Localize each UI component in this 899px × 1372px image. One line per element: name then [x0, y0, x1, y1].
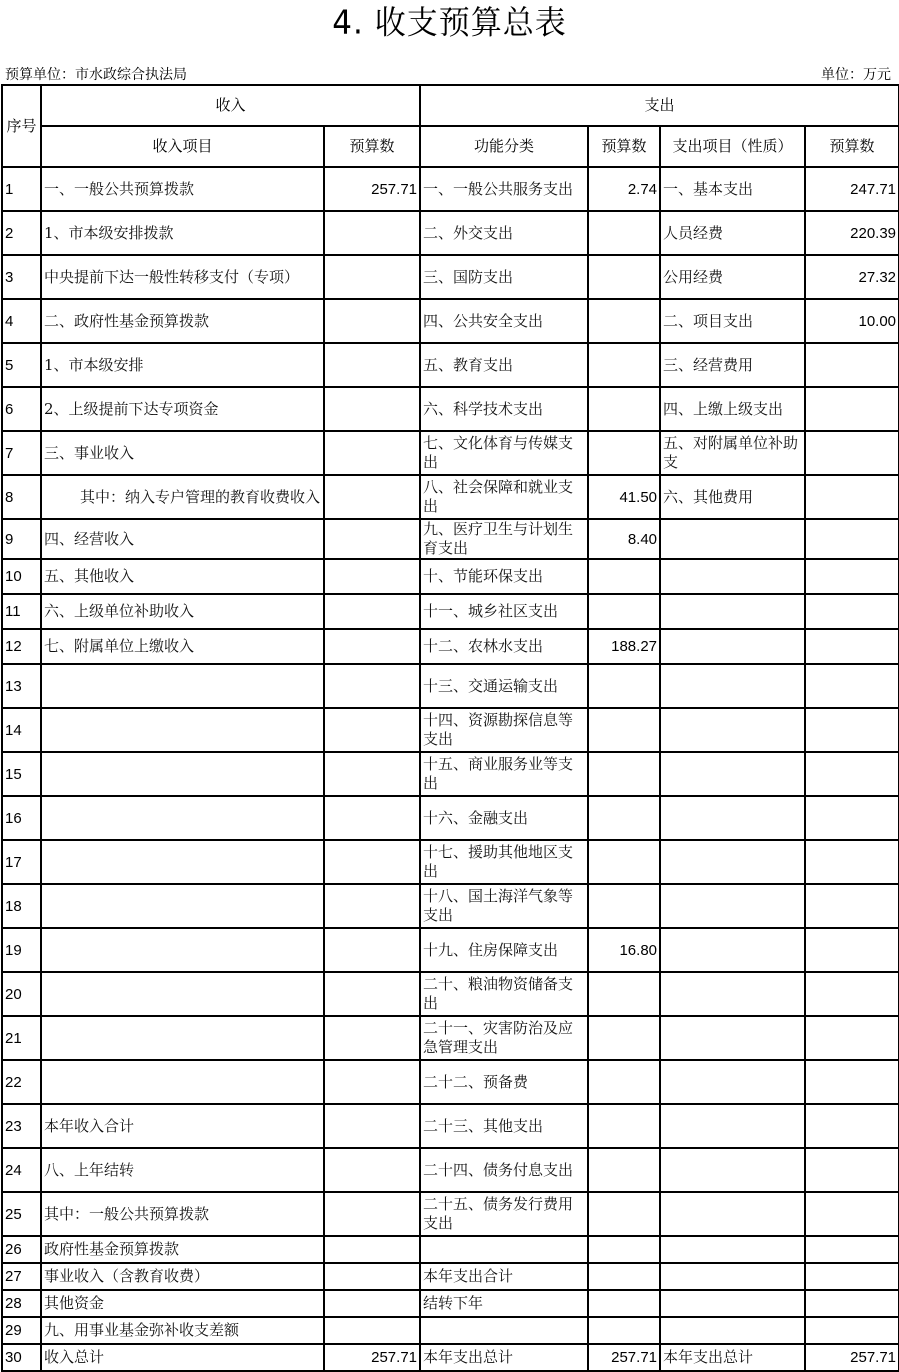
function-class-cell: 二十三、其他支出 — [420, 1104, 588, 1148]
income-amount-cell — [324, 664, 420, 708]
row-seq: 6 — [2, 387, 41, 431]
expense-item-cell: 五、对附属单位补助支 — [660, 431, 805, 475]
income-item-cell: 五、其他收入 — [41, 559, 324, 594]
function-amount-cell: 188.27 — [588, 629, 660, 664]
budget-summary-table — [1, 84, 899, 1372]
income-item-cell: 七、附属单位上缴收入 — [41, 629, 324, 664]
function-amount-cell — [588, 1317, 660, 1344]
expense-amount-cell — [805, 519, 899, 559]
income-amount-cell — [324, 387, 420, 431]
income-amount-cell — [324, 431, 420, 475]
expense-amount-cell — [805, 1317, 899, 1344]
row-seq: 8 — [2, 475, 41, 519]
header-function-class: 功能分类 — [420, 126, 588, 167]
table-row — [2, 255, 899, 299]
function-amount-cell — [588, 1060, 660, 1104]
table-row — [2, 928, 899, 972]
income-item-cell: 2、上级提前下达专项资金 — [41, 387, 324, 431]
function-amount-cell — [588, 664, 660, 708]
income-item-cell: 其中：纳入专户管理的教育收费收入 — [41, 475, 324, 519]
expense-item-cell — [660, 1192, 805, 1236]
expense-item-cell — [660, 884, 805, 928]
row-seq: 20 — [2, 972, 41, 1016]
row-seq: 26 — [2, 1236, 41, 1263]
income-item-cell — [41, 884, 324, 928]
income-amount-cell — [324, 343, 420, 387]
header-income-amount: 预算数 — [324, 126, 420, 167]
income-item-cell — [41, 972, 324, 1016]
currency-unit-label: 单位：万元 — [821, 67, 891, 83]
expense-amount-cell — [805, 664, 899, 708]
expense-amount-cell — [805, 1236, 899, 1263]
function-amount-cell — [588, 1236, 660, 1263]
function-class-cell: 十三、交通运输支出 — [420, 664, 588, 708]
row-seq: 24 — [2, 1148, 41, 1192]
expense-amount-cell: 257.71 — [805, 1344, 899, 1371]
income-amount-cell — [324, 559, 420, 594]
expense-item-cell — [660, 1016, 805, 1060]
function-amount-cell — [588, 559, 660, 594]
header-expense-amount: 预算数 — [805, 126, 899, 167]
function-amount-cell — [588, 752, 660, 796]
income-amount-cell — [324, 884, 420, 928]
function-class-cell: 二十二、预备费 — [420, 1060, 588, 1104]
expense-item-cell — [660, 1148, 805, 1192]
function-class-cell: 十一、城乡社区支出 — [420, 594, 588, 629]
function-class-cell: 本年支出合计 — [420, 1263, 588, 1290]
income-item-cell: 中央提前下达一般性转移支付（专项） — [41, 255, 324, 299]
expense-amount-cell — [805, 796, 899, 840]
income-item-cell: 其中：一般公共预算拨款 — [41, 1192, 324, 1236]
function-class-cell: 十二、农林水支出 — [420, 629, 588, 664]
expense-amount-cell: 247.71 — [805, 167, 899, 211]
expense-item-cell — [660, 708, 805, 752]
expense-amount-cell — [805, 629, 899, 664]
function-amount-cell — [588, 840, 660, 884]
income-amount-cell — [324, 1016, 420, 1060]
income-amount-cell — [324, 594, 420, 629]
expense-amount-cell — [805, 752, 899, 796]
income-amount-cell — [324, 1263, 420, 1290]
expense-item-cell — [660, 796, 805, 840]
expense-amount-cell — [805, 343, 899, 387]
function-class-cell: 十八、国土海洋气象等支出 — [420, 884, 588, 928]
expense-item-cell — [660, 972, 805, 1016]
income-item-cell: 事业收入（含教育收费） — [41, 1263, 324, 1290]
expense-item-cell — [660, 629, 805, 664]
row-seq: 3 — [2, 255, 41, 299]
expense-item-cell — [660, 1263, 805, 1290]
expense-item-cell: 三、经营费用 — [660, 343, 805, 387]
expense-amount-cell — [805, 594, 899, 629]
table-row — [2, 343, 899, 387]
expense-amount-cell: 220.39 — [805, 211, 899, 255]
row-seq: 29 — [2, 1317, 41, 1344]
income-amount-cell — [324, 519, 420, 559]
function-class-cell: 十六、金融支出 — [420, 796, 588, 840]
income-amount-cell: 257.71 — [324, 167, 420, 211]
function-amount-cell — [588, 299, 660, 343]
expense-item-cell — [660, 1317, 805, 1344]
expense-item-cell — [660, 1104, 805, 1148]
expense-amount-cell — [805, 1060, 899, 1104]
function-class-cell: 十四、资源勘探信息等支出 — [420, 708, 588, 752]
function-amount-cell — [588, 1192, 660, 1236]
income-amount-cell — [324, 1060, 420, 1104]
income-amount-cell — [324, 928, 420, 972]
function-class-cell: 十七、援助其他地区支出 — [420, 840, 588, 884]
expense-item-cell — [660, 664, 805, 708]
expense-amount-cell — [805, 559, 899, 594]
header-income-group: 收入 — [41, 85, 420, 126]
function-amount-cell — [588, 211, 660, 255]
header-expense-group: 支出 — [420, 85, 899, 126]
income-item-cell: 1、市本级安排 — [41, 343, 324, 387]
expense-item-cell: 六、其他费用 — [660, 475, 805, 519]
function-amount-cell: 2.74 — [588, 167, 660, 211]
expense-item-cell — [660, 559, 805, 594]
expense-item-cell — [660, 1060, 805, 1104]
table-row — [2, 1290, 899, 1317]
income-item-cell — [41, 840, 324, 884]
table-row — [2, 1060, 899, 1104]
function-class-cell: 二十一、灾害防治及应急管理支出 — [420, 1016, 588, 1060]
expense-amount-cell — [805, 1148, 899, 1192]
function-class-cell — [420, 1236, 588, 1263]
function-amount-cell — [588, 343, 660, 387]
function-class-cell: 五、教育支出 — [420, 343, 588, 387]
function-amount-cell: 257.71 — [588, 1344, 660, 1371]
expense-amount-cell — [805, 884, 899, 928]
income-item-cell: 一、一般公共预算拨款 — [41, 167, 324, 211]
function-amount-cell — [588, 387, 660, 431]
row-seq: 5 — [2, 343, 41, 387]
function-amount-cell: 41.50 — [588, 475, 660, 519]
function-class-cell: 十、节能环保支出 — [420, 559, 588, 594]
expense-amount-cell — [805, 840, 899, 884]
income-item-cell — [41, 1060, 324, 1104]
row-seq: 17 — [2, 840, 41, 884]
function-amount-cell — [588, 594, 660, 629]
function-class-cell: 一、一般公共服务支出 — [420, 167, 588, 211]
table-row — [2, 299, 899, 343]
table-row — [2, 972, 899, 1016]
table-row — [2, 629, 899, 664]
row-seq: 9 — [2, 519, 41, 559]
row-seq: 23 — [2, 1104, 41, 1148]
function-class-cell: 九、医疗卫生与计划生育支出 — [420, 519, 588, 559]
expense-item-cell — [660, 752, 805, 796]
budget-unit-label: 预算单位：市水政综合执法局 — [5, 67, 187, 83]
expense-amount-cell — [805, 708, 899, 752]
function-amount-cell: 16.80 — [588, 928, 660, 972]
expense-amount-cell — [805, 431, 899, 475]
expense-amount-cell — [805, 1104, 899, 1148]
row-seq: 7 — [2, 431, 41, 475]
function-amount-cell — [588, 796, 660, 840]
income-amount-cell — [324, 1236, 420, 1263]
table-row — [2, 1192, 899, 1236]
table-row — [2, 431, 899, 475]
function-amount-cell — [588, 1263, 660, 1290]
header-seq: 序号 — [2, 85, 41, 167]
table-row — [2, 1148, 899, 1192]
function-amount-cell — [588, 972, 660, 1016]
income-item-cell: 收入总计 — [41, 1344, 324, 1371]
row-seq: 2 — [2, 211, 41, 255]
income-amount-cell — [324, 752, 420, 796]
income-amount-cell — [324, 1148, 420, 1192]
expense-item-cell: 本年支出总计 — [660, 1344, 805, 1371]
function-amount-cell — [588, 708, 660, 752]
expense-item-cell — [660, 1236, 805, 1263]
income-item-cell: 三、事业收入 — [41, 431, 324, 475]
income-amount-cell — [324, 1317, 420, 1344]
row-seq: 28 — [2, 1290, 41, 1317]
row-seq: 12 — [2, 629, 41, 664]
income-item-cell — [41, 752, 324, 796]
income-item-cell: 本年收入合计 — [41, 1104, 324, 1148]
income-item-cell: 其他资金 — [41, 1290, 324, 1317]
income-amount-cell — [324, 972, 420, 1016]
table-row — [2, 519, 899, 559]
income-amount-cell — [324, 708, 420, 752]
row-seq: 25 — [2, 1192, 41, 1236]
function-class-cell — [420, 1317, 588, 1344]
table-row — [2, 167, 899, 211]
income-amount-cell — [324, 1104, 420, 1148]
table-row — [2, 840, 899, 884]
income-item-cell — [41, 928, 324, 972]
function-amount-cell: 8.40 — [588, 519, 660, 559]
function-amount-cell — [588, 1016, 660, 1060]
income-amount-cell — [324, 1290, 420, 1317]
function-class-cell: 结转下年 — [420, 1290, 588, 1317]
function-amount-cell — [588, 1104, 660, 1148]
expense-amount-cell — [805, 1290, 899, 1317]
table-row — [2, 475, 899, 519]
table-row — [2, 1317, 899, 1344]
table-row — [2, 1263, 899, 1290]
table-row — [2, 211, 899, 255]
function-amount-cell — [588, 1290, 660, 1317]
expense-amount-cell — [805, 972, 899, 1016]
function-amount-cell — [588, 884, 660, 928]
function-amount-cell — [588, 431, 660, 475]
function-class-cell: 二十五、债务发行费用支出 — [420, 1192, 588, 1236]
row-seq: 22 — [2, 1060, 41, 1104]
expense-item-cell: 四、上缴上级支出 — [660, 387, 805, 431]
income-item-cell — [41, 664, 324, 708]
income-item-cell — [41, 708, 324, 752]
expense-item-cell — [660, 1290, 805, 1317]
header-income-item: 收入项目 — [41, 126, 324, 167]
table-row — [2, 1104, 899, 1148]
function-class-cell: 四、公共安全支出 — [420, 299, 588, 343]
function-class-cell: 二十、粮油物资储备支出 — [420, 972, 588, 1016]
income-item-cell: 四、经营收入 — [41, 519, 324, 559]
expense-amount-cell — [805, 928, 899, 972]
header-expense-item: 支出项目（性质） — [660, 126, 805, 167]
table-row — [2, 559, 899, 594]
row-seq: 13 — [2, 664, 41, 708]
row-seq: 10 — [2, 559, 41, 594]
table-row — [2, 1016, 899, 1060]
income-amount-cell: 257.71 — [324, 1344, 420, 1371]
income-item-cell — [41, 796, 324, 840]
row-seq: 15 — [2, 752, 41, 796]
table-row — [2, 884, 899, 928]
table-row — [2, 594, 899, 629]
income-amount-cell — [324, 629, 420, 664]
expense-amount-cell — [805, 1016, 899, 1060]
table-row — [2, 752, 899, 796]
income-item-cell: 八、上年结转 — [41, 1148, 324, 1192]
table-row — [2, 1236, 899, 1263]
expense-item-cell — [660, 840, 805, 884]
function-class-cell: 二、外交支出 — [420, 211, 588, 255]
expense-amount-cell: 27.32 — [805, 255, 899, 299]
income-amount-cell — [324, 796, 420, 840]
page-title: 4. 收支预算总表 — [332, 4, 567, 42]
row-seq: 1 — [2, 167, 41, 211]
function-class-cell: 六、科学技术支出 — [420, 387, 588, 431]
row-seq: 4 — [2, 299, 41, 343]
expense-item-cell: 公用经费 — [660, 255, 805, 299]
table-row — [2, 796, 899, 840]
row-seq: 16 — [2, 796, 41, 840]
function-class-cell: 十五、商业服务业等支出 — [420, 752, 588, 796]
expense-item-cell — [660, 594, 805, 629]
function-class-cell: 十九、住房保障支出 — [420, 928, 588, 972]
expense-amount-cell — [805, 1263, 899, 1290]
function-class-cell: 二十四、债务付息支出 — [420, 1148, 588, 1192]
income-amount-cell — [324, 1192, 420, 1236]
expense-item-cell: 一、基本支出 — [660, 167, 805, 211]
table-row — [2, 387, 899, 431]
table-row — [2, 664, 899, 708]
expense-item-cell — [660, 519, 805, 559]
income-amount-cell — [324, 211, 420, 255]
income-item-cell: 九、用事业基金弥补收支差额 — [41, 1317, 324, 1344]
header-function-amount: 预算数 — [588, 126, 660, 167]
income-amount-cell — [324, 840, 420, 884]
row-seq: 14 — [2, 708, 41, 752]
row-seq: 19 — [2, 928, 41, 972]
row-seq: 18 — [2, 884, 41, 928]
income-item-cell: 六、上级单位补助收入 — [41, 594, 324, 629]
row-seq: 27 — [2, 1263, 41, 1290]
income-item-cell — [41, 1016, 324, 1060]
row-seq: 11 — [2, 594, 41, 629]
function-amount-cell — [588, 255, 660, 299]
function-class-cell: 七、文化体育与传媒支出 — [420, 431, 588, 475]
expense-item-cell: 二、项目支出 — [660, 299, 805, 343]
expense-amount-cell — [805, 475, 899, 519]
table-row — [2, 708, 899, 752]
function-amount-cell — [588, 1148, 660, 1192]
function-class-cell: 三、国防支出 — [420, 255, 588, 299]
expense-amount-cell: 10.00 — [805, 299, 899, 343]
table-row — [2, 1344, 899, 1371]
income-amount-cell — [324, 299, 420, 343]
income-item-cell: 1、市本级安排拨款 — [41, 211, 324, 255]
function-class-cell: 本年支出总计 — [420, 1344, 588, 1371]
expense-item-cell: 人员经费 — [660, 211, 805, 255]
expense-item-cell — [660, 928, 805, 972]
expense-amount-cell — [805, 387, 899, 431]
income-item-cell: 二、政府性基金预算拨款 — [41, 299, 324, 343]
income-amount-cell — [324, 475, 420, 519]
expense-amount-cell — [805, 1192, 899, 1236]
function-class-cell: 八、社会保障和就业支出 — [420, 475, 588, 519]
row-seq: 21 — [2, 1016, 41, 1060]
income-amount-cell — [324, 255, 420, 299]
income-item-cell: 政府性基金预算拨款 — [41, 1236, 324, 1263]
row-seq: 30 — [2, 1344, 41, 1371]
